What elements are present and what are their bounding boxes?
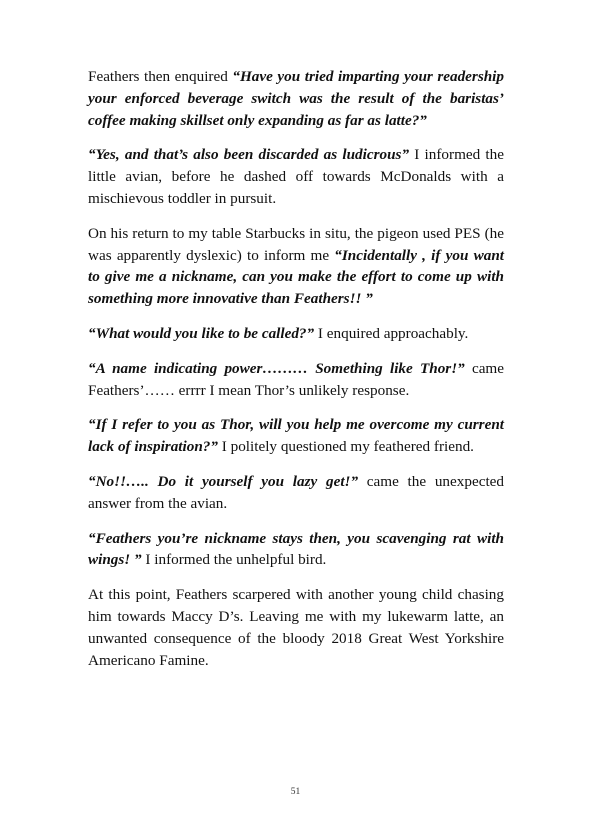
- narration-text: I informed the unhelpful bird.: [141, 551, 327, 569]
- narration-text: At this point, Feathers scarpered with another young child chasing him towards Maccy D’s. Leaving me with my lukewarm latte, an unwanted consequence of the bloody 2018 Great West Yorkshire Americano Famine.: [88, 586, 504, 669]
- paragraph: [88, 528, 504, 572]
- page-body-text: [88, 66, 504, 684]
- narration-text: Feathers then enquired: [88, 68, 233, 85]
- narration-text: I informed the little avian, before he dashed off towards McDonalds with a mischievous toddler in pursuit.: [88, 146, 504, 207]
- narration-text: On his return to my table Starbucks in situ, the pigeon used PES (he was apparently dyslexic) to inform me: [88, 224, 504, 264]
- dialogue-quote: “Have you tried imparting your readership your enforced beverage switch was the result of the baristas’ coffee making skillset only expanding as far as latte?”: [88, 68, 505, 129]
- paragraph: [88, 471, 504, 515]
- narration-text: came Feathers’…… errrr I mean Thor’s unlikely response.: [88, 359, 504, 399]
- dialogue-quote: “What would you like to be called?”: [88, 324, 315, 342]
- dialogue-quote: “A name indicating power……… Something like Thor!”: [88, 359, 465, 377]
- dialogue-quote: “Incidentally , if you want to give me a nickname, can you make the effort to come up with something more innovative than Feathers!! ”: [88, 246, 504, 308]
- narration-text: I enquired approachably.: [314, 324, 469, 342]
- dialogue-quote: “No!!….. Do it yourself you lazy get!”: [88, 472, 359, 490]
- paragraph: [88, 358, 504, 402]
- dialogue-quote: “Yes, and that’s also been discarded as ludicrous”: [88, 146, 410, 164]
- paragraph: [88, 66, 504, 131]
- paragraph: [88, 223, 504, 310]
- narration-text: I politely questioned my feathered friend.: [217, 438, 474, 456]
- paragraph: [88, 584, 504, 671]
- page-number: 51: [290, 787, 301, 797]
- paragraph: [88, 144, 504, 209]
- dialogue-quote: “If I refer to you as Thor, will you help me overcome my current lack of inspiration?”: [88, 416, 504, 456]
- dialogue-quote: “Feathers you’re nickname stays then, you scavenging rat with wings! ”: [88, 529, 504, 569]
- narration-text: came the unexpected answer from the avian.: [88, 472, 504, 512]
- paragraph: [88, 323, 504, 345]
- paragraph: [88, 414, 504, 458]
